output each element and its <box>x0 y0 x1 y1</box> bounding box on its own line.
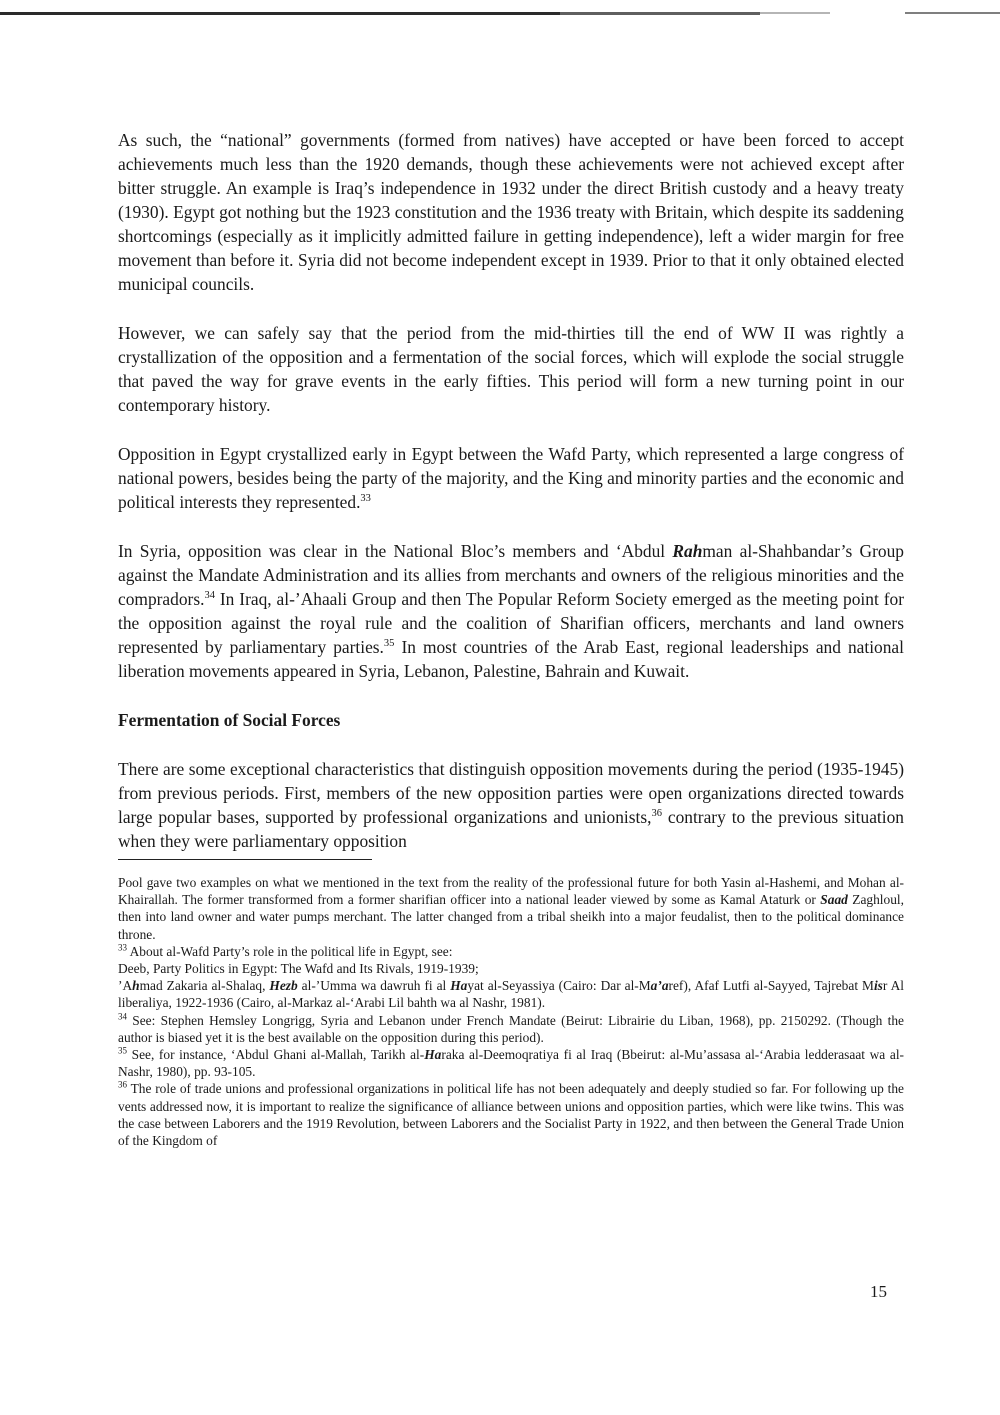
footnote-34 <box>118 1012 904 1046</box>
footnote-33 <box>118 943 904 960</box>
paragraph-text: contrary to the previous situation when they were parliamentary opposition <box>118 807 904 851</box>
footnote-36 <box>118 1080 904 1149</box>
footnote-ref-34: 34 <box>204 590 215 602</box>
footnote-text: r Al liberaliya, 1922-1936 (Cairo, al-Markaz al-‘Arabi Lil bahth wa al Nashr, 1981). <box>118 978 904 1011</box>
page-body <box>118 128 904 1149</box>
footnote-number: 35 <box>118 1045 127 1056</box>
footnote-text: See, for instance, ‘Abdul Ghani al-Mallah, Tarikh al- <box>127 1047 425 1063</box>
footnote-number: 36 <box>118 1079 127 1090</box>
emphasis-text: Rah <box>672 541 703 561</box>
footnote-ref-36: 36 <box>651 808 662 820</box>
emphasis-text: Hezb <box>269 978 298 994</box>
footnote-text: mad Zakaria al-Shalaq, <box>139 978 270 994</box>
footnote-text: yat al-Seyassiya (Cairo: Dar al-M <box>467 978 651 994</box>
paragraph-text: There are some exceptional characteristics that distinguish opposition movements during the period (1935-1945) from previous periods. First, members of the new opposition parties were open organizations directed towards large popular bases, supported by professional organizations and unionists, <box>118 759 904 827</box>
footnote-text: al-’Umma wa dawruh fi al <box>297 978 451 994</box>
paragraph-text: In Iraq, al-’Ahaali Group and then The Popular Reform Society emerged as the meeting point for the opposition against the royal rule and the coalition of Sharifian officers, merchants and land owners represented by parliamentary parties. <box>118 589 904 657</box>
section-heading: Fermentation of Social Forces <box>118 710 341 730</box>
paragraph-text: In most countries of the Arab East, regional leaderships and national liberation movements appeared in Syria, Lebanon, Palestine, Bahrain and Kuwait. <box>118 637 904 681</box>
paragraph-text: In Syria, opposition was clear in the National Bloc’s members and ‘Abdul <box>118 541 673 561</box>
emphasis-text: Ha <box>424 1047 442 1063</box>
footnote-ref-33: 33 <box>360 493 371 505</box>
footnotes-list <box>118 874 904 1149</box>
paragraph-syria-iraq <box>118 539 904 683</box>
emphasis-text: Ha <box>450 978 468 994</box>
emphasis-text: Saad <box>820 892 848 908</box>
footnote-text: Pool gave two examples on what we mentioned in the text from the reality of the professional future for both Yasin al-Hashemi, and Mohan al-Khairallah. The former transformed from a former sharifian officer into a national leader viewed by some as Kamal Ataturk or <box>118 875 904 908</box>
footnote-33-ref-1: Deeb, Party Politics in Egypt: The Wafd and Its Rivals, 1919-1939; <box>118 961 479 977</box>
emphasis-text: is <box>873 978 883 994</box>
footnote-number: 33 <box>118 942 127 953</box>
footnote-text: ’A <box>118 978 133 994</box>
paragraph-text: man al-Shahbandar’s Group against the Mandate Administration and its allies from merchants and owners of the religious minorities and the compradors. <box>118 541 904 609</box>
footnote-text: See: Stephen Hemsley Longrigg, Syria and Lebanon under French Mandate (Beirut: Librairie du Liban, 1968), pp. 2150292. (Though the author is biased yet it is the best available on the opposition during this period). <box>118 1012 904 1045</box>
paragraph-exceptional-characteristics <box>118 757 904 853</box>
top-scan-rule <box>0 12 1000 16</box>
footnote-ref-35: 35 <box>383 638 395 650</box>
paragraph-crystallization: However, we can safely say that the period from the mid-thirties till the end of WW II was rightly a crystallization of the opposition and a fermentation of the social forces, which will explode the social struggle that paved the way for grave events in the early fifties. This period will form a new turning point in our contemporary history. <box>118 323 904 415</box>
page-number: 15 <box>870 1282 887 1301</box>
footnote-text: ref), Afaf Lutfi al-Sayyed, Tajrebat M <box>668 978 874 994</box>
footnote-35 <box>118 1046 904 1080</box>
footnote-33-ref-2 <box>118 977 904 1011</box>
paragraph-egypt-opposition <box>118 442 904 514</box>
footnote-separator <box>118 859 372 860</box>
emphasis-text: h <box>132 978 140 994</box>
footnote-number: 34 <box>118 1011 127 1022</box>
footnote-text: About al-Wafd Party’s role in the political life in Egypt, see: <box>127 943 453 959</box>
paragraph-text: Opposition in Egypt crystallized early in Egypt between the Wafd Party, which represented a large congress of national powers, besides being the party of the majority, and the King and minority parties and the economic and political interests they represented. <box>118 444 904 512</box>
footnote-text: raka al-Deemoqratiya fi al Iraq (Bbeirut: al-Mu’assasa al-‘Arabia ledderasaat wa al-Nashr, 1980), pp. 93-105. <box>118 1047 904 1080</box>
paragraph-national-governments: As such, the “national” governments (formed from natives) have accepted or have been forced to accept achievements much less than the 1920 demands, though these achievements were not achieved except after bitter struggle. An example is Iraq’s independence in 1932 under the direct British custody and a heavy treaty (1930). Egypt got nothing but the 1923 constitution and the 1936 treaty with Britain, which despite its saddening shortcomings (especially as it implicitly admitted failure in getting independence), left a wider margin for free movement than before it. Syria did not become independent except in 1939. Prior to that it only obtained elected municipal councils. <box>118 130 904 294</box>
footnote-text: Zaghloul, then into land owner and water pumps merchant. The latter changed from a tribal sheikh into a major feudalist, then to the political dominance throne. <box>118 892 904 942</box>
footnote-continuation <box>118 874 904 943</box>
footnote-text: The role of trade unions and professional organizations in political life has not been adequately and deeply studied so far. For following up the vents addressed now, it is important to realize the significance of alliance between unions and opposition parties, which were like twins. This was the case between Laborers and the 1919 Revolution, between Laborers and the Socialist Party in 1922, and then between the General Trade Union of the Kingdom of <box>118 1081 904 1149</box>
emphasis-text: a’a <box>650 978 669 994</box>
